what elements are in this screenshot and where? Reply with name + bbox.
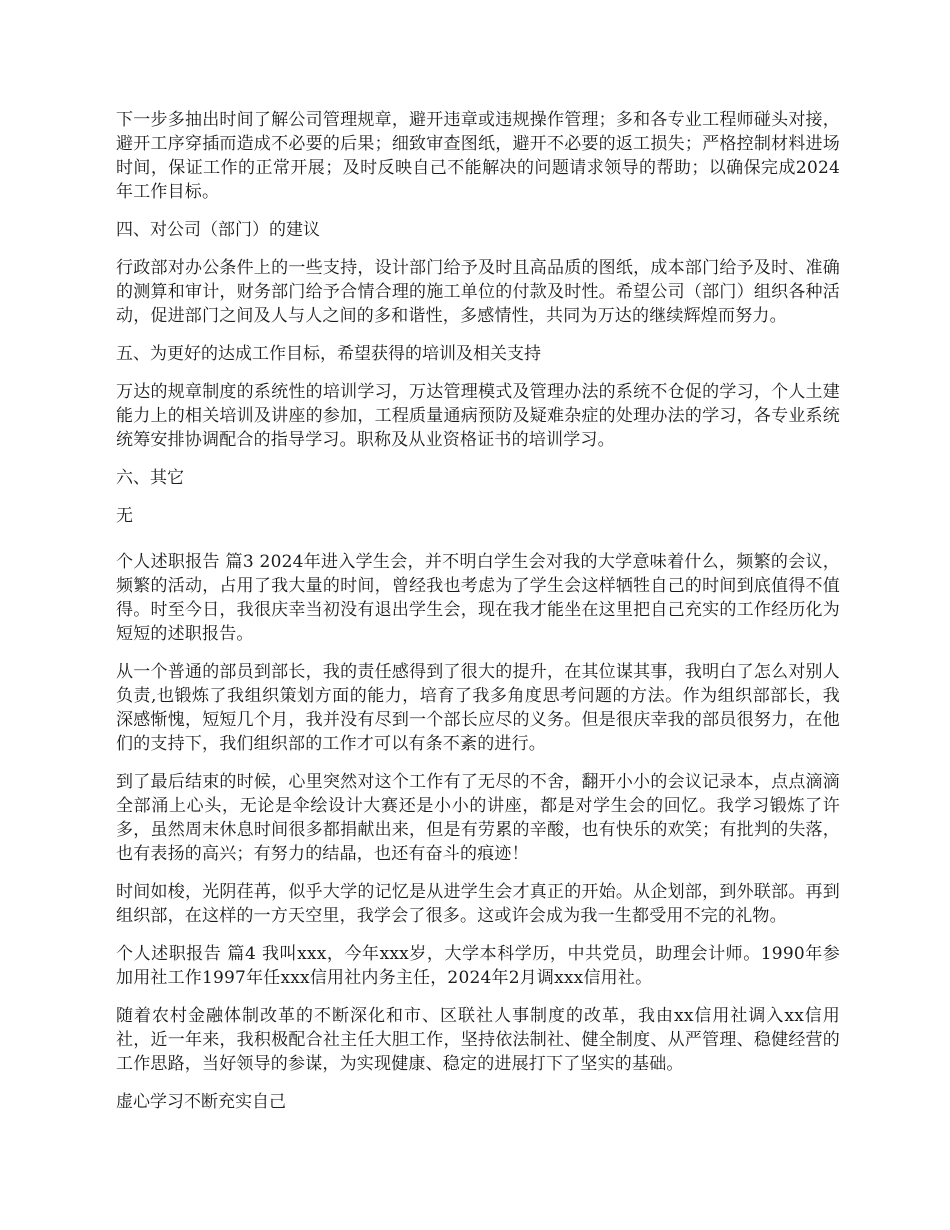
paragraph-suggestions: 行政部对办公条件上的一些支持，设计部门给予及时且高品质的图纸，成本部门给予及时、准确的测算和审计，财务部门给予合情合理的施工单位的付款及时性。希望公司（部门）组织各种活动，促进部门之间及人与人之间的多和谐性，多感情性，共同为万达的继续辉煌而努力。: [116, 258, 840, 326]
paragraph-report-3-time: 时间如梭，光阴荏苒，似乎大学的记忆是从进学生会才真正的开始。从企划部，到外联部。再到组织部，在这样的一方天空里，我学会了很多。这或许会成为我一生都受用不完的礼物。: [116, 882, 840, 926]
paragraph-report-3-growth: 从一个普通的部员到部长，我的责任感得到了很大的提升，在其位谋其事，我明白了怎么对别人负责,也锻炼了我组织策划方面的能力，培育了我多角度思考问题的方法。作为组织部部长，我深感惭愧，短短几个月，我并没有尽到一个部长应尽的义务。但是很庆幸我的部员很努力，在他们的支持下，我们组织部的工作才可以有条不紊的进行。: [116, 662, 840, 754]
paragraph-report-3-ending: 到了最后结束的时候，心里突然对这个工作有了无尽的不舍，翻开小小的会议记录本，点点滴滴全部涌上心头，无论是伞绘设计大赛还是小小的讲座，都是对学生会的回忆。我学习锻炼了许多，虽然周末休息时间很多都捐献出来，但是有劳累的辛酸，也有快乐的欢笑；有批判的失落，也有表扬的高兴；有努力的结晶，也还有奋斗的痕迹！: [116, 772, 840, 864]
paragraph-work-plan: 下一步多抽出时间了解公司管理规章，避开违章或违规操作管理；多和各专业工程师碰头对接，避开工序穿插而造成不必要的后果；细致审查图纸，避开不必要的返工损失；严格控制材料进场时间，保证工作的正常开展；及时反映自己不能解决的问题请求领导的帮助；以确保完成2024年工作目标。: [116, 110, 840, 202]
paragraph-report-4-intro: 个人述职报告 篇4 我叫xxx，今年xxx岁，大学本科学历，中共党员，助理会计师。1990年参加用社工作1997年任xxx信用社内务主任，2024年2月调xxx信用社。: [116, 944, 840, 988]
document-body: [116, 108, 840, 1128]
paragraph-report-3-intro: 个人述职报告 篇3 2024年进入学生会，并不明白学生会对我的大学意味着什么，频繁的会议，频繁的活动，占用了我大量的时间，曾经我也考虑为了学生会这样牺牲自己的时间到底值得不值得。时至今日，我很庆幸当初没有退出学生会，现在我才能坐在这里把自己充实的工作经历化为短短的述职报告。: [116, 552, 840, 644]
paragraph-none: 无: [116, 506, 133, 526]
heading-training: 五、为更好的达成工作目标，希望获得的培训及相关支持: [116, 344, 541, 364]
paragraph-training: 万达的规章制度的系统性的培训学习，万达管理模式及管理办法的系统不仓促的学习，个人土建能力上的相关培训及讲座的参加，工程质量通病预防及疑难杂症的处理办法的学习，各专业系统统筹安排协调配合的指导学习。职称及从业资格证书的培训学习。: [116, 382, 840, 450]
heading-suggestions: 四、对公司（部门）的建议: [116, 220, 320, 240]
heading-other: 六、其它: [116, 468, 184, 488]
heading-self-study: 虚心学习不断充实自己: [116, 1092, 286, 1112]
paragraph-report-4-reform: 随着农村金融体制改革的不断深化和市、区联社人事制度的改革，我由xx信用社调入xx信用社，近一年来，我积极配合社主任大胆工作，坚持依法制社、健全制度、从严管理、稳健经营的工作思路，当好领导的参谋，为实现健康、稳定的进展打下了坚实的基础。: [116, 1006, 840, 1074]
